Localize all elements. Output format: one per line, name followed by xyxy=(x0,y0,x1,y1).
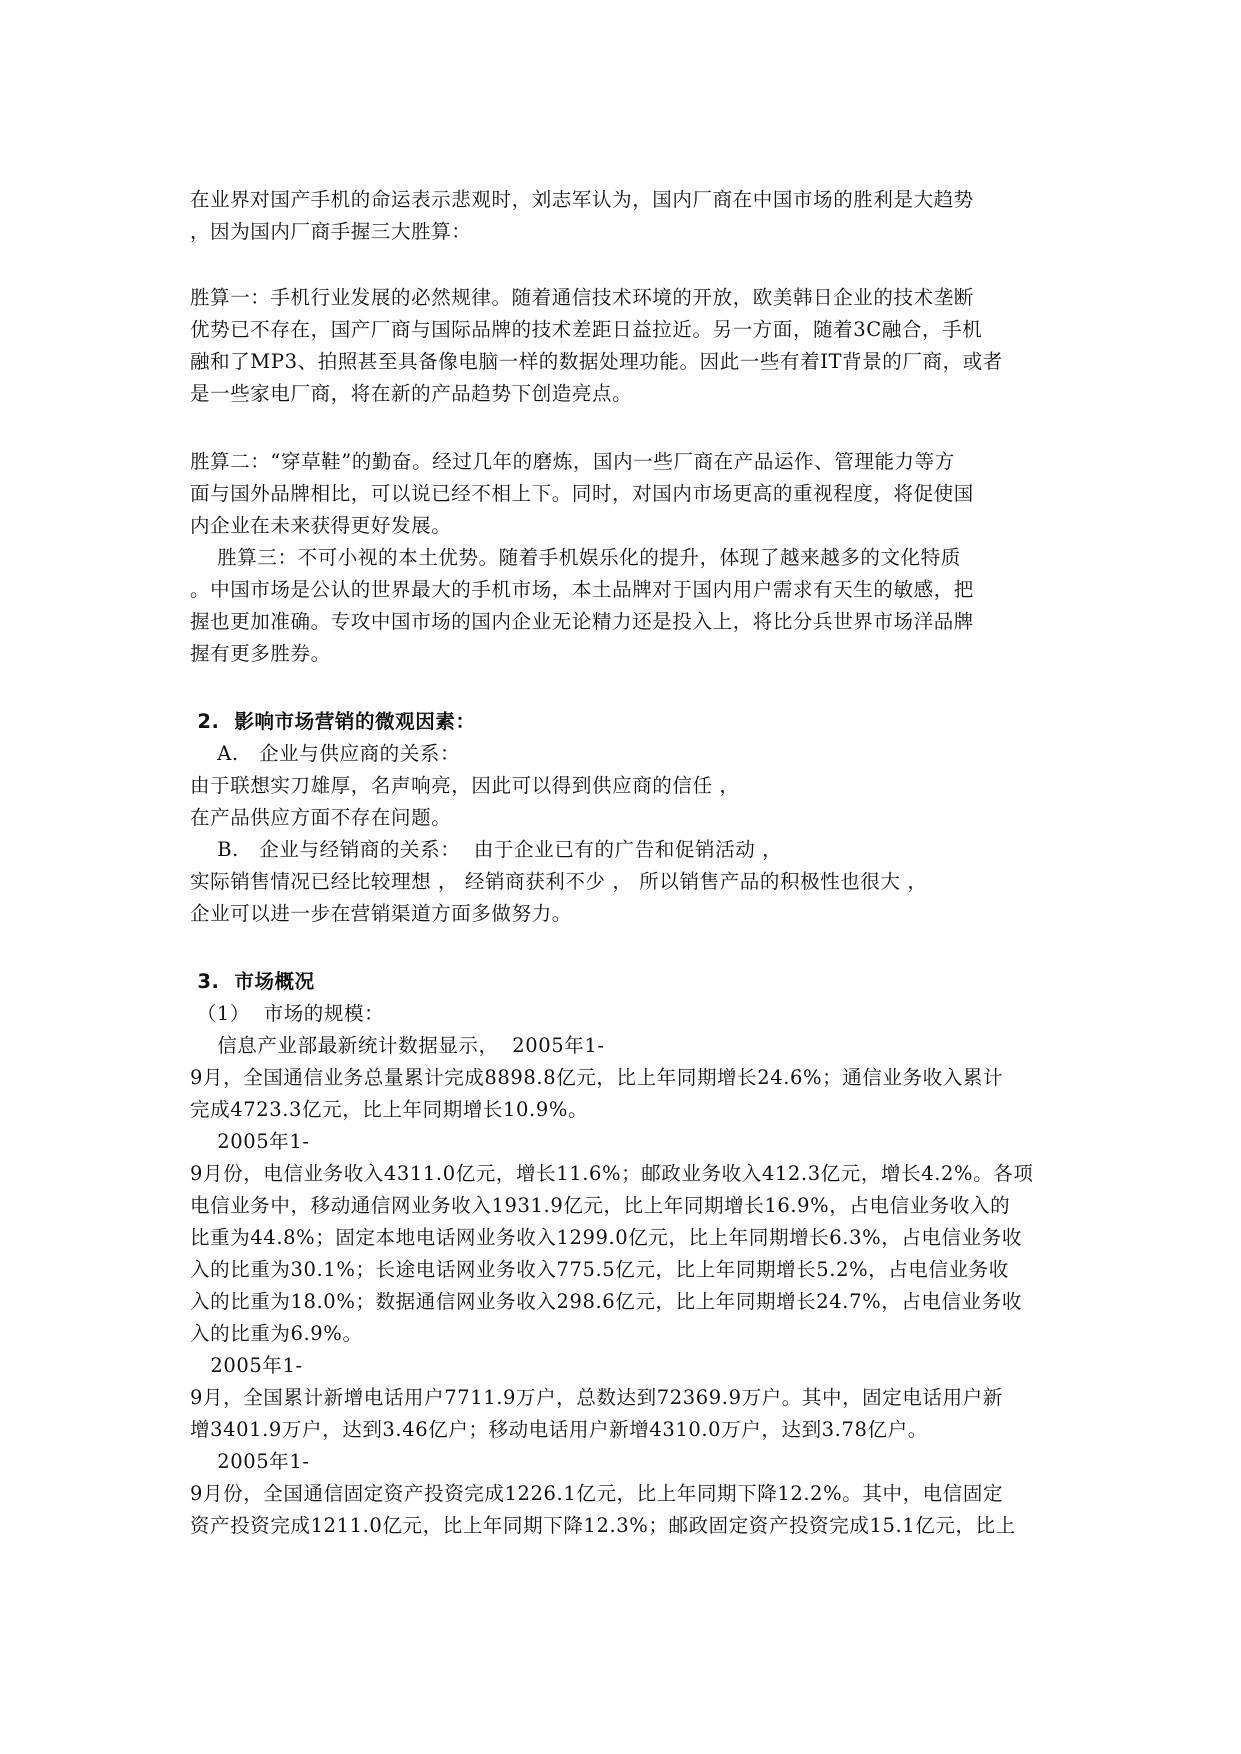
section2-line-2: 由于联想实刀雄厚，名声响亮，因此可以得到供应商的信任 ， xyxy=(190,774,740,797)
section3-line-15: 2005年1- xyxy=(190,1450,310,1473)
section2-line-6: 企业可以进一步在营销渠道方面多做努力。 xyxy=(190,902,572,925)
section3-line-7: 电信业务中，移动通信网业务收入1931.9亿元，比上年同期增长16.9%，占电信业务收入的 xyxy=(190,1194,1011,1217)
point1-line-3: 融和了MP3、拍照甚至具备像电脑一样的数据处理功能。因此一些有着IT背景的厂商，或者 xyxy=(190,350,1003,373)
point3-line-3: 握也更加准确。专攻中国市场的国内企业无论精力还是投入上，将比分兵世界市场洋品牌 xyxy=(190,610,974,633)
section3-line-4: 完成4723.3亿元，比上年同期增长10.9%。 xyxy=(190,1098,589,1121)
section3-line-1: （1） 市场的规模： xyxy=(190,1002,385,1025)
point3-line-2: 。中国市场是公认的世界最大的手机市场，本土品牌对于国内用户需求有天生的敏感，把 xyxy=(190,578,974,601)
point1-line-2: 优势已不存在，国产厂商与国际品牌的技术差距日益拉近。另一方面，随着3C融合，手机 xyxy=(190,318,983,341)
section3-line-2: 信息产业部最新统计数据显示， 2005年1- xyxy=(190,1034,605,1057)
section3-line-12: 2005年1- xyxy=(190,1354,303,1377)
intro-line-1: 在业界对国产手机的命运表示悲观时，刘志军认为，国内厂商在中国市场的胜利是大趋势 xyxy=(190,188,974,211)
section3-line-6: 9月份，电信业务收入4311.0亿元，增长11.6%；邮政业务收入412.3亿元，增长4.2%。各项 xyxy=(190,1162,1034,1185)
point2-line-1: 胜算二：“穿草鞋”的勤奋。经过几年的磨炼，国内一些厂商在产品运作、管理能力等方 xyxy=(190,450,955,473)
section3-line-16: 9月份，全国通信固定资产投资完成1226.1亿元，比上年同期下降12.2%。其中，电信固定 xyxy=(190,1482,1004,1505)
point3-line-1: 胜算三：不可小视的本土优势。随着手机娱乐化的提升，体现了越来越多的文化特质 xyxy=(190,546,961,569)
section3-line-11: 入的比重为6.9%。 xyxy=(190,1322,363,1345)
section3-line-14: 增3401.9万户，达到3.46亿户；移动电话用户新增4310.0万户，达到3.78亿户。 xyxy=(190,1418,928,1441)
section2-line-3: 在产品供应方面不存在问题。 xyxy=(190,806,452,829)
section3-line-5: 2005年1- xyxy=(190,1130,310,1153)
section3-line-10: 入的比重为18.0%；数据通信网业务收入298.6亿元，比上年同期增长24.7%，占电信业务收 xyxy=(190,1290,1022,1313)
point2-line-2: 面与国外品牌相比，可以说已经不相上下。同时，对国内市场更高的重视程度，将促使国 xyxy=(190,482,974,505)
section2-line-1: A. 企业与供应商的关系： xyxy=(190,742,461,765)
section3-line-17: 资产投资完成1211.0亿元，比上年同期下降12.3%；邮政固定资产投资完成15.1亿元，比上 xyxy=(190,1514,1016,1537)
section2-line-4: B. 企业与经销商的关系： 由于企业已有的广告和促销活动 ， xyxy=(190,838,783,861)
section3-line-13: 9月，全国累计新增电话用户7711.9万户，总数达到72369.9万户。其中，固定电话用户新 xyxy=(190,1386,1003,1409)
section3-heading: 3. 市场概况 xyxy=(190,970,315,993)
point1-line-1: 胜算一：手机行业发展的必然规律。随着通信技术环境的开放，欧美韩日企业的技术垄断 xyxy=(190,286,974,309)
section2-heading: 2. 影响市场营销的微观因素： xyxy=(190,710,476,733)
point2-line-3: 内企业在未来获得更好发展。 xyxy=(190,514,452,537)
section3-line-9: 入的比重为30.1%；长途电话网业务收入775.5亿元，比上年同期增长5.2%，占电信业务收 xyxy=(190,1258,1009,1281)
section2-line-5: 实际销售情况已经比较理想 ， 经销商获利不少 ， 所以销售产品的积极性也很大 ， xyxy=(190,870,928,893)
section3-line-3: 9月，全国通信业务总量累计完成8898.8亿元，比上年同期增长24.6%；通信业务收入累计 xyxy=(190,1066,1004,1089)
point1-line-4: 是一些家电厂商，将在新的产品趋势下创造亮点。 xyxy=(190,382,633,405)
section3-line-8: 比重为44.8%；固定本地电话网业务收入1299.0亿元，比上年同期增长6.3%，占电信业务收 xyxy=(190,1226,1022,1249)
intro-line-2: ，因为国内厂商手握三大胜算： xyxy=(190,220,472,243)
point3-line-4: 握有更多胜券。 xyxy=(190,642,331,665)
